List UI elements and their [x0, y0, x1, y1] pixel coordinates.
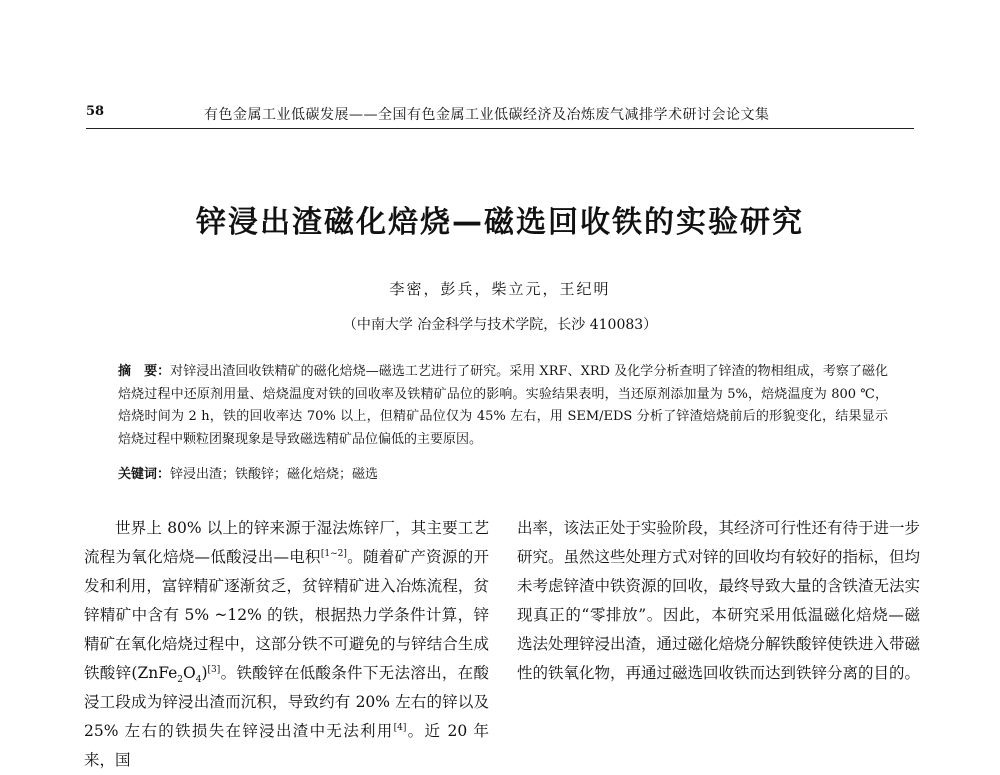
author-list: 李密，彭兵，柴立元，王纪明 — [389, 280, 611, 298]
abstract-text: 对锌浸出渣回收铁精矿的磁化焙烧—磁选工艺进行了研究。采用 XRF、XRD 及化学分析查明了锌渣的物相组成，考察了磁化焙烧过程中还原剂用量、焙烧温度对铁的回收率及铁精矿品位的影响。实验结果表明，当还原剂添加量为 5%，焙烧温度为 800 ℃，焙烧时间为 2 h，铁的回收率达 70% 以上，但精矿品位仅为 45% 左右，用 SEM/EDS 分析了锌渣焙烧前后的形貌变化，结果显示焙烧过程中颗粒团聚现象是导致磁选精矿品位偏低的主要原因。 — [118, 364, 888, 447]
body-text: ) — [201, 664, 208, 682]
body-column-left — [84, 514, 489, 775]
citation: [3] — [207, 664, 221, 675]
body-text: 世界上 80% 以上的锌来源于湿法炼锌厂，其主要工艺流程为氧化焙烧—低酸浸出—电积 — [84, 519, 489, 566]
running-head-title: 有色金属工业低碳发展——全国有色金属工业低碳经济及冶炼废气减排学术研讨会论文集 — [204, 107, 770, 123]
body-text: 。铁酸锌在低酸条件下无法溶出，在酸浸工段成为锌浸出渣而沉积，导致约有 20% 左右的锌以及 25% 左右的铁损失在锌浸出渣中无法利用 — [84, 664, 489, 740]
keywords-label: 关键词： — [118, 467, 171, 482]
paper-title: 锌浸出渣磁化焙烧—磁选回收铁的实验研究 — [196, 205, 804, 240]
body-paragraph: 出率，该法正处于实验阶段，其经济可行性还有待于进一步研究。虽然这些处理方式对锌的回收均有较好的指标，但均未考虑锌渣中铁资源的回收，最终导致大量的含铁渣无法实现真正的“零排放”。因此，本研究采用低温磁化焙烧—磁选法处理锌浸出渣，通过磁化焙烧分解铁酸锌使铁进入带磁性的铁氧化物，再通过磁选回收铁而达到铁锌分离的目的。 — [517, 519, 921, 682]
keywords-text: 锌浸出渣；铁酸锌；磁化焙烧；磁选 — [170, 467, 379, 482]
abstract — [118, 361, 888, 451]
body-text: O — [183, 664, 196, 682]
subscript: 2 — [177, 675, 184, 686]
abstract-label: 摘 要： — [118, 364, 171, 379]
body-text: 。近 20 年来，国 — [84, 722, 489, 769]
subscript: 4 — [195, 675, 202, 686]
header-rule — [86, 128, 914, 129]
keywords — [118, 463, 888, 482]
citation: [1~2] — [320, 548, 347, 559]
page-number: 58 — [86, 104, 105, 119]
running-header — [86, 104, 914, 126]
citation: [4] — [393, 722, 407, 733]
body-text: 。随着矿产资源的开发和利用，富锌精矿逐渐贫乏，贫锌精矿进入冶炼流程，贫锌精矿中含有 5% ~12% 的铁，根据热力学条件计算，锌精矿在氧化焙烧过程中，这部分铁不可避免的与锌结合生成铁酸锌(ZnFe — [84, 548, 489, 682]
body-column-right — [517, 514, 920, 688]
affiliation: （中南大学 冶金科学与技术学院，长沙 410083） — [342, 317, 658, 333]
body-paragraph — [84, 514, 489, 775]
